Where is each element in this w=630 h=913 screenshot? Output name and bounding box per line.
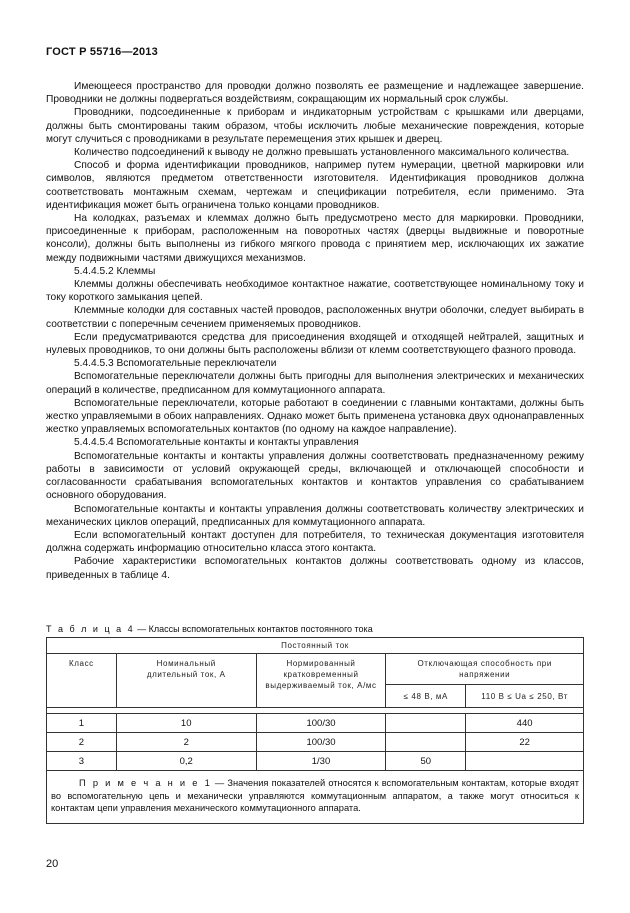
cell-48 (386, 733, 466, 752)
paragraph: Вспомогательные переключатели, которые работают в соединении с главными контактами, должны быть жестко управляемыми в обоих направлениях. Однако может быть применена установка двух однонаправленных жестко управляемых вспомогательных контактов (по одному на каждое направление). (46, 397, 584, 436)
paragraph: Клеммы должны обеспечивать необходимое контактное нажатие, соответствующее номинальному току и току короткого замыкания цепей. (46, 279, 584, 304)
body-text (46, 80, 584, 582)
cell-short: 100/30 (256, 733, 386, 752)
sub-48-header: ≤ 48 В, мА (386, 685, 466, 708)
paragraph: Вспомогательные переключатели должны быть пригодны для выполнения электрических и механических операций в количестве, предписанном для коммутационного аппарата. (46, 371, 584, 396)
table-caption-prefix: Т а б л и ц а 4 (46, 624, 135, 634)
cell-nominal: 2 (116, 733, 256, 752)
table-caption-rest: — Классы вспомогательных контактов постоянного тока (134, 624, 373, 634)
note-text: — Значения показателей относятся к вспомогательным контактам, которые входят во вспомогательную цепь и механически управляются коммутационным аппаратом, а также могут относиться к контактам цепи управления механического коммутационного аппарата. (51, 778, 579, 814)
paragraph: Клеммные колодки для составных частей проводов, расположенных внутри оболочки, следует выбирать в соответствии с поперечным сечением применяемых проводников. (46, 305, 584, 330)
paragraph: Количество подсоединений к выводу не должно превышать установленного максимального количества. (74, 147, 570, 159)
table-row (47, 733, 584, 752)
section-heading: 5.4.4.5.3 Вспомогательные переключатели (74, 358, 277, 370)
table-row (47, 714, 584, 733)
section-heading: 5.4.4.5.2 Клеммы (74, 265, 156, 277)
paragraph: Рабочие характеристики вспомогательных контактов должны соответствовать одному из классов, приведенных в таблице 4. (46, 556, 584, 581)
col-class-header: Класс (47, 654, 117, 708)
col-breaking-header: Отключающая способность при напряжении (386, 654, 584, 685)
cell-110: 22 (466, 733, 584, 752)
contacts-class-table (46, 637, 584, 824)
paragraph: Вспомогательные контакты и контакты управления должны соответствовать предназначенному режиму работы в зависимости от условий окружающей среды, включающей и отключающей способности и согласованности срабатывания вспомогательных контактов и контактов управления со срабатыванием основного оборудования. (46, 450, 584, 502)
note-prefix: П р и м е ч а н и е 1 (79, 778, 212, 788)
col-short-header: Нормированный кратковременный выдерживаемый ток, А/мс (256, 654, 386, 708)
cell-short: 100/30 (256, 714, 386, 733)
table-row (47, 752, 584, 771)
cell-class: 2 (47, 733, 117, 752)
section-heading: 5.4.4.5.4 Вспомогательные контакты и контакты управления (74, 437, 359, 449)
page-number: 20 (46, 858, 59, 870)
sub-110-header: 110 В ≤ Ua ≤ 250, Вт (466, 685, 584, 708)
paragraph: Имеющееся пространство для проводки должно позволять ее размещение и надлежащее завершение. Проводники не должны подвергаться воздействиям, сокращающим их нормальный срок службы. (46, 81, 584, 106)
cell-110 (466, 752, 584, 771)
table-caption (46, 624, 373, 634)
cell-class: 3 (47, 752, 117, 771)
paragraph: Способ и форма идентификации проводников, например путем нумерации, цветной маркировки или символов, являются предметом ответственности изготовителя. Идентификация проводников должна соответствовать монтажным схемам, чертежам и спецификации потребителя, если применимо. Эта идентификация может быть ограничена только концами проводников. (46, 160, 584, 211)
document-header: ГОСТ Р 55716—2013 (46, 46, 158, 58)
paragraph: Если предусматриваются средства для присоединения входящей и отходящей нейтралей, защитных и нулевых проводников, то они должны быть расположены вблизи от клемм соответствующего фазного провода. (46, 331, 584, 357)
paragraph: На колодках, разъемах и клеммах должно быть предусмотрено место для маркировки. Проводники, присоединенные к приборам, расположенным на поворотных частях (дверцы выдвижные и поворотные консоли), должны быть выполнены из гибкого мягкого провода с принятием мер, исключающих их зажатие между подвижными частями движущихся механизмов. (46, 213, 584, 264)
table-note (47, 771, 584, 824)
table-top-header: Постоянный ток (47, 638, 584, 654)
col-nominal-header: Номинальный длительный ток, А (116, 654, 256, 708)
paragraph: Вспомогательные контакты и контакты управления должны соответствовать количеству электрических и механических циклов операций, предписанных для коммутационного аппарата. (46, 503, 584, 528)
cell-short: 1/30 (256, 752, 386, 771)
cell-nominal: 0,2 (116, 752, 256, 771)
cell-110: 440 (466, 714, 584, 733)
paragraph: Проводники, подсоединенные к приборам и индикаторным устройствам с крышками или дверцами, должны быть смонтированы таким образом, чтобы исключить любые механические повреждения, которые могут случиться с проводниками в результате перемещения этих крышек и дверец. (46, 107, 584, 145)
cell-nominal: 10 (116, 714, 256, 733)
cell-48 (386, 714, 466, 733)
cell-48: 50 (386, 752, 466, 771)
cell-class: 1 (47, 714, 117, 733)
paragraph: Если вспомогательный контакт доступен для потребителя, то техническая документация изготовителя должна содержать информацию относительно класса этого контакта. (46, 529, 584, 555)
